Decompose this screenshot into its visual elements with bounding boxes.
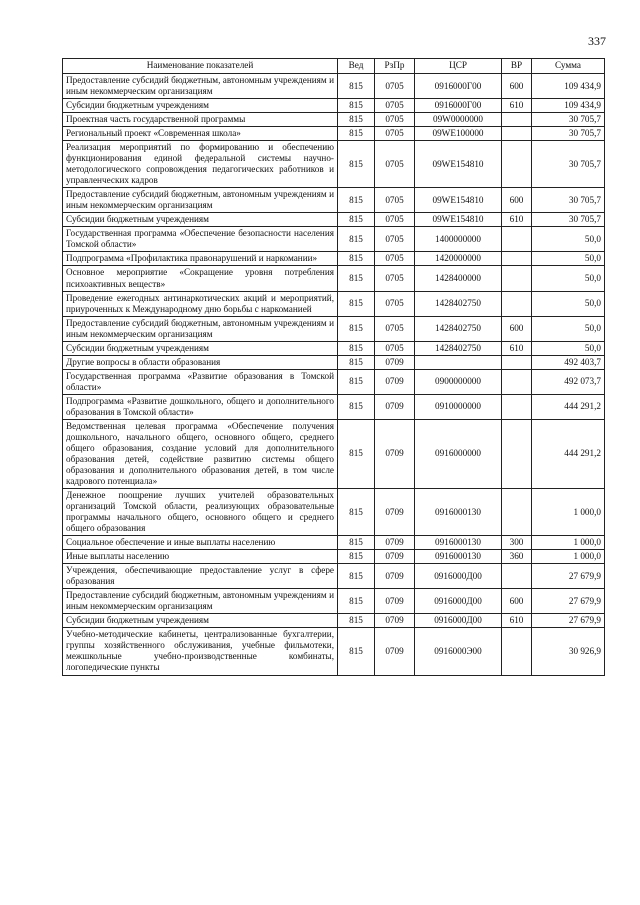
cell-csr: 1420000000 bbox=[415, 252, 502, 266]
cell-name: Проектная часть государственной программы bbox=[63, 113, 338, 127]
cell-ved: 815 bbox=[338, 266, 375, 291]
table-row bbox=[63, 74, 605, 99]
cell-rzpr: 0705 bbox=[375, 188, 415, 213]
table-row bbox=[63, 266, 605, 291]
budget-table bbox=[62, 58, 605, 676]
cell-name: Подпрограмма «Профилактика правонарушений и наркомании» bbox=[63, 252, 338, 266]
cell-vr bbox=[502, 291, 532, 316]
cell-vr bbox=[502, 127, 532, 141]
cell-ved: 815 bbox=[338, 628, 375, 675]
table-row bbox=[63, 550, 605, 564]
table-row bbox=[63, 99, 605, 113]
cell-ved: 815 bbox=[338, 252, 375, 266]
cell-rzpr: 0709 bbox=[375, 536, 415, 550]
cell-vr: 360 bbox=[502, 550, 532, 564]
header-ved: Вед bbox=[338, 59, 375, 74]
cell-ved: 815 bbox=[338, 355, 375, 369]
cell-ved: 815 bbox=[338, 74, 375, 99]
cell-sum: 27 679,9 bbox=[532, 564, 605, 589]
cell-csr: 0916000Д00 bbox=[415, 589, 502, 614]
cell-csr: 1428402750 bbox=[415, 316, 502, 341]
header-vr: ВР bbox=[502, 59, 532, 74]
cell-sum: 50,0 bbox=[532, 266, 605, 291]
cell-rzpr: 0705 bbox=[375, 141, 415, 188]
cell-rzpr: 0709 bbox=[375, 628, 415, 675]
cell-vr: 610 bbox=[502, 99, 532, 113]
cell-csr: 0900000000 bbox=[415, 369, 502, 394]
cell-name: Субсидии бюджетным учреждениям bbox=[63, 213, 338, 227]
cell-ved: 815 bbox=[338, 369, 375, 394]
cell-sum: 1 000,0 bbox=[532, 536, 605, 550]
cell-ved: 815 bbox=[338, 536, 375, 550]
cell-sum: 444 291,2 bbox=[532, 394, 605, 419]
table-row bbox=[63, 369, 605, 394]
cell-ved: 815 bbox=[338, 291, 375, 316]
table-row bbox=[63, 291, 605, 316]
cell-sum: 1 000,0 bbox=[532, 489, 605, 536]
cell-sum: 30 705,7 bbox=[532, 141, 605, 188]
cell-rzpr: 0709 bbox=[375, 419, 415, 488]
budget-table-container bbox=[62, 58, 604, 676]
cell-rzpr: 0705 bbox=[375, 74, 415, 99]
table-row bbox=[63, 213, 605, 227]
cell-name: Государственная программа «Обеспечение безопасности населения Томской области» bbox=[63, 227, 338, 252]
cell-sum: 492 403,7 bbox=[532, 355, 605, 369]
cell-name: Иные выплаты населению bbox=[63, 550, 338, 564]
table-row bbox=[63, 141, 605, 188]
table-row bbox=[63, 589, 605, 614]
table-row bbox=[63, 628, 605, 675]
cell-vr: 600 bbox=[502, 188, 532, 213]
cell-csr: 1400000000 bbox=[415, 227, 502, 252]
table-row bbox=[63, 227, 605, 252]
table-row bbox=[63, 419, 605, 488]
cell-sum: 109 434,9 bbox=[532, 99, 605, 113]
cell-sum: 30 705,7 bbox=[532, 188, 605, 213]
cell-name: Субсидии бюджетным учреждениям bbox=[63, 341, 338, 355]
table-row bbox=[63, 489, 605, 536]
cell-rzpr: 0705 bbox=[375, 341, 415, 355]
cell-name: Подпрограмма «Развитие дошкольного, общего и дополнительного образования в Томской области» bbox=[63, 394, 338, 419]
cell-ved: 815 bbox=[338, 316, 375, 341]
cell-ved: 815 bbox=[338, 564, 375, 589]
cell-vr: 600 bbox=[502, 316, 532, 341]
cell-csr: 0916000Д00 bbox=[415, 564, 502, 589]
cell-sum: 30 705,7 bbox=[532, 127, 605, 141]
cell-sum: 30 926,9 bbox=[532, 628, 605, 675]
cell-name: Предоставление субсидий бюджетным, автономным учреждениям и иным некоммерческим организациям bbox=[63, 188, 338, 213]
cell-name: Учреждения, обеспечивающие предоставление услуг в сфере образования bbox=[63, 564, 338, 589]
cell-name: Реализация мероприятий по формированию и обеспечению функционирования единой федеральной системы научно-методологического сопровождения педагогических работников и управленческих кадров bbox=[63, 141, 338, 188]
cell-sum: 50,0 bbox=[532, 291, 605, 316]
cell-csr: 0916000000 bbox=[415, 419, 502, 488]
table-row bbox=[63, 188, 605, 213]
cell-sum: 30 705,7 bbox=[532, 213, 605, 227]
cell-rzpr: 0705 bbox=[375, 291, 415, 316]
cell-vr bbox=[502, 369, 532, 394]
cell-rzpr: 0705 bbox=[375, 127, 415, 141]
cell-csr: 0910000000 bbox=[415, 394, 502, 419]
cell-sum: 50,0 bbox=[532, 316, 605, 341]
cell-rzpr: 0709 bbox=[375, 489, 415, 536]
cell-rzpr: 0709 bbox=[375, 550, 415, 564]
cell-ved: 815 bbox=[338, 489, 375, 536]
cell-rzpr: 0705 bbox=[375, 227, 415, 252]
cell-vr bbox=[502, 355, 532, 369]
cell-rzpr: 0709 bbox=[375, 355, 415, 369]
cell-csr: 0916000Г00 bbox=[415, 74, 502, 99]
cell-name: Региональный проект «Современная школа» bbox=[63, 127, 338, 141]
cell-ved: 815 bbox=[338, 127, 375, 141]
cell-csr: 0916000Г00 bbox=[415, 99, 502, 113]
cell-sum: 50,0 bbox=[532, 252, 605, 266]
header-name: Наименование показателей bbox=[63, 59, 338, 74]
cell-sum: 1 000,0 bbox=[532, 550, 605, 564]
cell-csr: 09WE154810 bbox=[415, 188, 502, 213]
cell-vr: 600 bbox=[502, 589, 532, 614]
table-row bbox=[63, 394, 605, 419]
cell-ved: 815 bbox=[338, 213, 375, 227]
cell-rzpr: 0709 bbox=[375, 394, 415, 419]
cell-vr bbox=[502, 489, 532, 536]
table-row bbox=[63, 614, 605, 628]
cell-csr: 1428402750 bbox=[415, 291, 502, 316]
cell-vr bbox=[502, 113, 532, 127]
table-row bbox=[63, 316, 605, 341]
cell-name: Предоставление субсидий бюджетным, автономным учреждениям и иным некоммерческим организациям bbox=[63, 74, 338, 99]
cell-sum: 27 679,9 bbox=[532, 589, 605, 614]
cell-vr bbox=[502, 628, 532, 675]
cell-vr: 610 bbox=[502, 213, 532, 227]
cell-ved: 815 bbox=[338, 113, 375, 127]
cell-csr: 0916000Д00 bbox=[415, 614, 502, 628]
cell-csr: 0916000130 bbox=[415, 536, 502, 550]
cell-rzpr: 0709 bbox=[375, 564, 415, 589]
cell-name: Субсидии бюджетным учреждениям bbox=[63, 614, 338, 628]
cell-rzpr: 0705 bbox=[375, 99, 415, 113]
cell-name: Предоставление субсидий бюджетным, автономным учреждениям и иным некоммерческим организациям bbox=[63, 589, 338, 614]
cell-vr bbox=[502, 266, 532, 291]
cell-vr bbox=[502, 419, 532, 488]
cell-csr: 1428402750 bbox=[415, 341, 502, 355]
cell-sum: 27 679,9 bbox=[532, 614, 605, 628]
cell-ved: 815 bbox=[338, 341, 375, 355]
table-row bbox=[63, 564, 605, 589]
cell-vr bbox=[502, 141, 532, 188]
cell-name: Ведомственная целевая программа «Обеспечение получения дошкольного, начального общего, основного общего, среднего общего образования, создание условий для дополнительного образования детей, содействие развитию системы общего образования и дополнительного образования детей, в том числе кадрового потенциала» bbox=[63, 419, 338, 488]
cell-rzpr: 0705 bbox=[375, 213, 415, 227]
header-rzpr: РзПр bbox=[375, 59, 415, 74]
cell-vr bbox=[502, 564, 532, 589]
table-row bbox=[63, 536, 605, 550]
cell-name: Другие вопросы в области образования bbox=[63, 355, 338, 369]
cell-sum: 109 434,9 bbox=[532, 74, 605, 99]
cell-sum: 444 291,2 bbox=[532, 419, 605, 488]
cell-ved: 815 bbox=[338, 419, 375, 488]
cell-name: Денежное поощрение лучших учителей образовательных организаций Томской области, реализующих образовательные программы начального общего, основного общего и среднего общего образования bbox=[63, 489, 338, 536]
page-number: 337 bbox=[588, 34, 606, 48]
cell-vr bbox=[502, 394, 532, 419]
cell-name: Социальное обеспечение и иные выплаты населению bbox=[63, 536, 338, 550]
cell-ved: 815 bbox=[338, 550, 375, 564]
cell-csr: 0916000130 bbox=[415, 550, 502, 564]
cell-csr: 09WE100000 bbox=[415, 127, 502, 141]
cell-rzpr: 0709 bbox=[375, 614, 415, 628]
cell-ved: 815 bbox=[338, 188, 375, 213]
cell-vr bbox=[502, 252, 532, 266]
cell-name: Основное мероприятие «Сокращение уровня потребления психоактивных веществ» bbox=[63, 266, 338, 291]
cell-vr: 610 bbox=[502, 614, 532, 628]
cell-csr: 09WE154810 bbox=[415, 141, 502, 188]
cell-vr: 600 bbox=[502, 74, 532, 99]
header-sum: Сумма bbox=[532, 59, 605, 74]
cell-ved: 815 bbox=[338, 227, 375, 252]
cell-name: Учебно-методические кабинеты, централизованные бухгалтерии, группы хозяйственного обслуживания, учебные фильмотеки, межшкольные учебно-производственные комбинаты, логопедические пункты bbox=[63, 628, 338, 675]
cell-sum: 30 705,7 bbox=[532, 113, 605, 127]
cell-vr: 300 bbox=[502, 536, 532, 550]
table-header-row bbox=[63, 59, 605, 74]
cell-ved: 815 bbox=[338, 141, 375, 188]
cell-name: Проведение ежегодных антинаркотических акций и мероприятий, приуроченных к Международному дню борьбы с наркоманией bbox=[63, 291, 338, 316]
cell-csr: 09W0000000 bbox=[415, 113, 502, 127]
header-csr: ЦСР bbox=[415, 59, 502, 74]
table-row bbox=[63, 127, 605, 141]
cell-csr: 1428400000 bbox=[415, 266, 502, 291]
cell-name: Государственная программа «Развитие образования в Томской области» bbox=[63, 369, 338, 394]
cell-rzpr: 0705 bbox=[375, 252, 415, 266]
cell-csr: 0916000Э00 bbox=[415, 628, 502, 675]
cell-sum: 492 073,7 bbox=[532, 369, 605, 394]
table-row bbox=[63, 341, 605, 355]
cell-vr: 610 bbox=[502, 341, 532, 355]
cell-csr: 0916000130 bbox=[415, 489, 502, 536]
cell-rzpr: 0709 bbox=[375, 369, 415, 394]
cell-sum: 50,0 bbox=[532, 341, 605, 355]
cell-csr bbox=[415, 355, 502, 369]
cell-vr bbox=[502, 227, 532, 252]
table-row bbox=[63, 252, 605, 266]
cell-rzpr: 0705 bbox=[375, 266, 415, 291]
cell-name: Субсидии бюджетным учреждениям bbox=[63, 99, 338, 113]
cell-rzpr: 0709 bbox=[375, 589, 415, 614]
cell-rzpr: 0705 bbox=[375, 316, 415, 341]
table-row bbox=[63, 355, 605, 369]
cell-rzpr: 0705 bbox=[375, 113, 415, 127]
table-body bbox=[63, 74, 605, 676]
cell-ved: 815 bbox=[338, 99, 375, 113]
cell-sum: 50,0 bbox=[532, 227, 605, 252]
table-row bbox=[63, 113, 605, 127]
cell-ved: 815 bbox=[338, 589, 375, 614]
cell-ved: 815 bbox=[338, 614, 375, 628]
cell-csr: 09WE154810 bbox=[415, 213, 502, 227]
cell-ved: 815 bbox=[338, 394, 375, 419]
cell-name: Предоставление субсидий бюджетным, автономным учреждениям и иным некоммерческим организациям bbox=[63, 316, 338, 341]
